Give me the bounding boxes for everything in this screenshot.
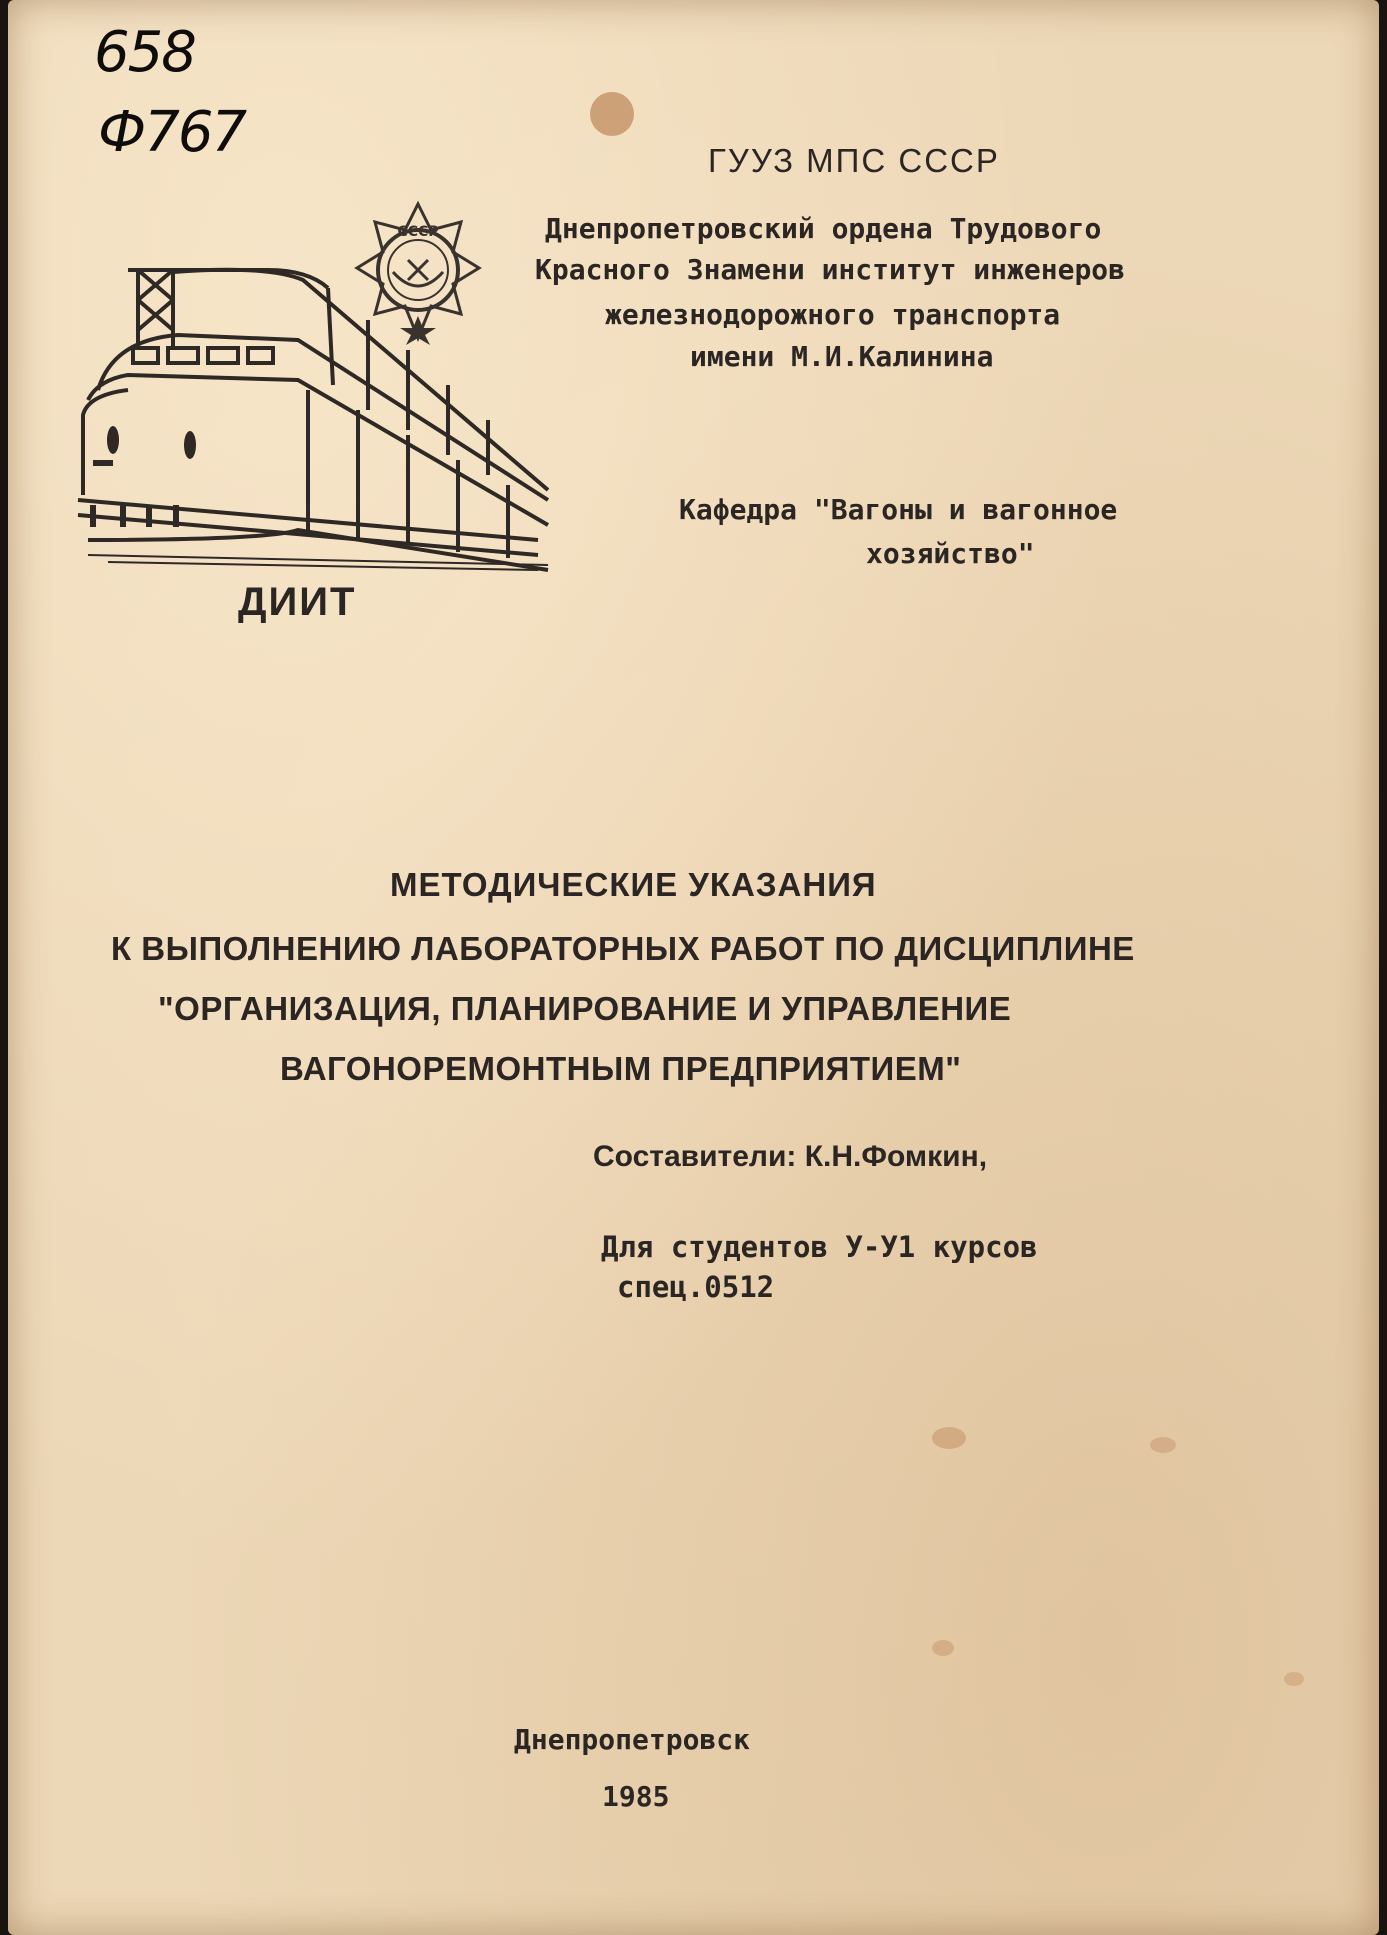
paper-stain <box>1284 1672 1304 1686</box>
institute-line-4: имени М.И.Калинина <box>690 340 994 373</box>
diit-locomotive-logo <box>68 240 558 580</box>
institute-line-1: Днепропетровский ордена Трудового <box>545 212 1102 245</box>
city: Днепропетровск <box>514 1723 751 1756</box>
compilers-line: Составители: К.Н.Фомкин, <box>593 1140 988 1173</box>
audience-line-2: спец.0512 <box>617 1270 775 1304</box>
handwritten-shelfmark-line1: 658 <box>94 20 195 85</box>
paper-stain <box>932 1427 966 1449</box>
document-title-line-2: К ВЫПОЛНЕНИЮ ЛАБОРАТОРНЫХ РАБОТ ПО ДИСЦИПЛИНЕ <box>111 930 1135 967</box>
document-title-line-3: "ОРГАНИЗАЦИЯ, ПЛАНИРОВАНИЕ И УПРАВЛЕНИЕ <box>158 990 1012 1027</box>
medal-text: СССР <box>397 224 439 240</box>
department-line-2: хозяйство" <box>866 537 1035 570</box>
handwritten-shelfmark-line2: Ф767 <box>98 100 246 165</box>
paper-stain <box>590 92 634 136</box>
department-line-1: Кафедра "Вагоны и вагонное <box>679 493 1118 526</box>
paper-stain <box>1150 1437 1176 1453</box>
year: 1985 <box>602 1780 670 1813</box>
document-title-line-1: МЕТОДИЧЕСКИЕ УКАЗАНИЯ <box>390 866 877 903</box>
audience-line-1: Для студентов У-У1 курсов <box>601 1230 1038 1264</box>
paper-stain <box>932 1640 954 1656</box>
document-page <box>8 0 1379 1935</box>
ministry-heading: ГУУЗ МПС СССР <box>708 142 1000 179</box>
document-title-line-4: ВАГОНОРЕМОНТНЫМ ПРЕДПРИЯТИЕМ" <box>280 1050 962 1087</box>
institute-line-3: железнодорожного транспорта <box>605 298 1061 331</box>
logo-caption: ДИИТ <box>238 580 357 624</box>
institute-line-2: Красного Знамени институт инженеров <box>535 253 1126 286</box>
